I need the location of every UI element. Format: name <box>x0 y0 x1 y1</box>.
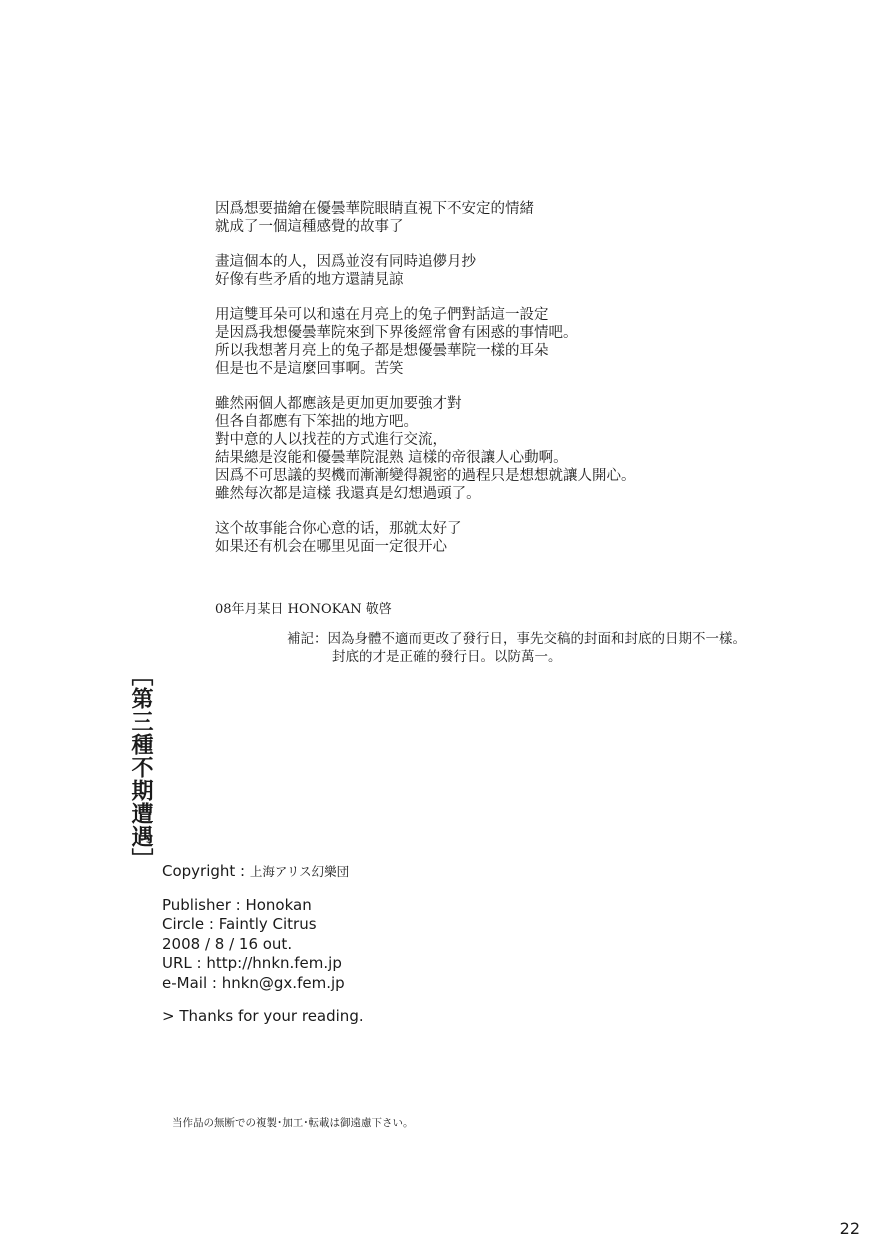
text-line: 但各自都應有下笨拙的地方吧。 <box>215 414 418 430</box>
date-line: 2008 / 8 / 16 out. <box>162 934 293 953</box>
spacer <box>162 882 364 896</box>
email-line: e-Mail : hnkn@gx.fem.jp <box>162 973 345 992</box>
text-line: 因爲不可思議的契機而漸漸變得親密的過程只是想想就讓人開心。 <box>215 468 636 484</box>
page-number: 22 <box>839 1219 860 1238</box>
afterword-paragraph-4 <box>215 395 685 503</box>
text-line: 好像有些矛盾的地方還請見諒 <box>215 272 404 288</box>
text-line: 雖然每次都是這樣 我還真是幻想過頭了。 <box>215 486 481 502</box>
url-line: URL : http://hnkn.fem.jp <box>162 954 342 972</box>
circle-line: Circle : Faintly Citrus <box>162 915 317 933</box>
text-line: 因爲想要描繪在優曇華院眼睛直視下不安定的情緒 <box>215 201 534 217</box>
afterword-paragraph-1 <box>215 200 685 236</box>
afterword-text <box>215 200 685 573</box>
copyright-holder: 上海アリス幻樂団 <box>249 864 350 879</box>
text-line: 所以我想著月亮上的兔子都是想優曇華院一樣的耳朵 <box>215 343 549 359</box>
text-line: 如果还有机会在哪里见面一定很开心 <box>215 539 447 555</box>
text-line: 對中意的人以找茬的方式進行交流， <box>215 432 447 448</box>
copyright-label: Copyright : <box>162 862 250 880</box>
text-line: 但是也不是這麼回事啊。苦笑 <box>215 361 404 377</box>
text-line: 雖然兩個人都應該是更加更加要強才對 <box>215 396 462 412</box>
credits-block <box>162 862 364 1027</box>
text-line: 是因爲我想優曇華院來到下界後經常會有困惑的事情吧。 <box>215 325 578 341</box>
afterword-paragraph-3 <box>215 306 685 378</box>
afterword-paragraph-2 <box>215 253 685 289</box>
note-line: 封底的才是正確的發行日。以防萬一。 <box>332 649 562 665</box>
text-line: 这个故事能合你心意的话，那就太好了 <box>215 521 462 537</box>
text-line: 結果總是沒能和優曇華院混熟 這樣的帝很讓人心動啊。 <box>215 450 568 466</box>
copyright-line <box>162 862 364 882</box>
spacer <box>162 993 364 1007</box>
text-line: 用這雙耳朵可以和遠在月亮上的兔子們對話這一設定 <box>215 307 549 323</box>
author-signature: 08年月某日 HONOKAN 敬啓 <box>215 602 392 617</box>
afterword-paragraph-5 <box>215 520 685 556</box>
vertical-title: ［第三種不期遭遇］ <box>128 664 154 871</box>
note-line: 補記：因為身體不適而更改了發行日，事先交稿的封面和封底的日期不一樣。 <box>287 631 746 647</box>
supplementary-note <box>287 630 746 666</box>
text-line: 就成了一個這種感覺的故事了 <box>215 219 404 235</box>
thanks-line: > Thanks for your reading. <box>162 1007 364 1025</box>
text-line: 畫這個本的人，因爲並沒有同時追儚月抄 <box>215 254 476 270</box>
publisher-line: Publisher : Honokan <box>162 895 312 914</box>
copy-notice: 当作品の無断での複製･加工･転載は御遠慮下さい。 <box>172 1117 414 1129</box>
